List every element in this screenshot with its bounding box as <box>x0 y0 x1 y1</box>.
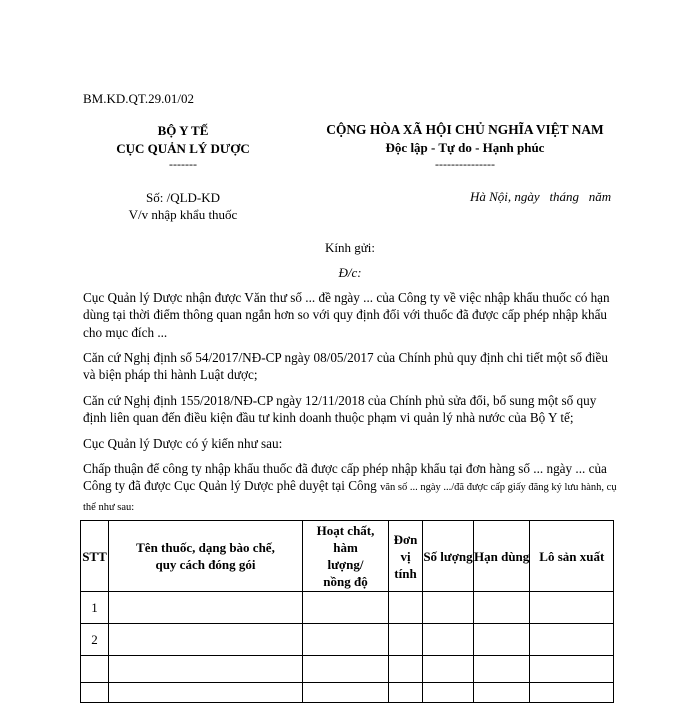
agency-name: CỤC QUẢN LÝ DƯỢC <box>116 141 250 156</box>
national-motto: Độc lập - Tự do - Hạnh phúc <box>385 140 545 155</box>
paragraph-approval <box>83 460 618 516</box>
table-cell[interactable] <box>474 656 530 683</box>
approval-small-text: văn số ... ngày .../đã được cấp giấy đăng ký lưu hành, cụ thể như sau: <box>83 482 617 513</box>
header-lot: Lô sản xuất <box>530 521 614 592</box>
table-cell[interactable] <box>423 624 474 656</box>
row-number: 2 <box>81 624 109 656</box>
table-cell[interactable] <box>389 656 423 683</box>
header-name: Tên thuốc, dạng bào chế, quy cách đóng gói <box>109 521 303 592</box>
paragraph-decree-155: Căn cứ Nghị định 155/2018/NĐ-CP ngày 12/11/2018 của Chính phủ sửa đổi, bổ sung một số quy định liên quan đến điều kiện đầu tư kinh doanh thuộc phạm vi quản lý nhà nước của Bộ Y tế; <box>83 393 597 426</box>
header-stt: STT <box>81 521 109 592</box>
table-cell[interactable] <box>303 592 389 624</box>
recipient: Đ/c: <box>338 265 362 280</box>
table-cell[interactable] <box>109 656 303 683</box>
header-expiry: Hạn dùng <box>474 521 530 592</box>
table-cell[interactable] <box>423 592 474 624</box>
salutation: Kính gửi: <box>324 240 376 255</box>
table-cell[interactable] <box>474 624 530 656</box>
paragraph-intro: Cục Quản lý Dược nhận được Văn thư số ... đề ngày ... của Công ty về việc nhập khẩu thuốc có hạn dùng tại thời điểm thông quan ngắn hơn so với quy định đối với thuốc đã được cấp phép nhập khẩu cho mục đích ... <box>83 290 610 340</box>
table-cell[interactable] <box>109 592 303 624</box>
header-quantity: Số lượng <box>423 521 474 592</box>
row-number <box>81 656 109 683</box>
table-cell[interactable] <box>530 592 614 624</box>
table-row <box>81 624 614 656</box>
paragraph-decree-54: Căn cứ Nghị định số 54/2017/NĐ-CP ngày 08/05/2017 của Chính phủ quy định chi tiết một số điều và biện pháp thi hành Luật dược; <box>83 350 608 383</box>
table-cell[interactable] <box>423 656 474 683</box>
table-cell[interactable] <box>474 592 530 624</box>
header-ingredient: Hoạt chất, hàm lượng/ nồng độ <box>303 521 389 592</box>
right-divider: --------------- <box>435 157 495 171</box>
table-row <box>81 656 614 683</box>
ministry-name: BỘ Y TẾ <box>157 123 209 138</box>
republic-title: CỘNG HÒA XÃ HỘI CHỦ NGHĨA VIỆT NAM <box>326 122 604 137</box>
table-cell[interactable] <box>530 624 614 656</box>
table-header-row <box>81 521 614 592</box>
table-cell[interactable] <box>303 624 389 656</box>
table-cell[interactable] <box>530 656 614 683</box>
document-number: Số: /QLD-KD <box>145 190 221 205</box>
table-cell[interactable] <box>303 656 389 683</box>
approval-main-text: Chấp thuận để công ty nhập khẩu thuốc đã được cấp phép nhập khẩu tại đơn hàng số ... ngày ... của Công ty đã được Cục Quản lý Dược phê duyệt tại Công <box>83 461 607 494</box>
paragraph-opinion: Cục Quản lý Dược có ý kiến như sau: <box>83 436 283 451</box>
left-divider: ------- <box>169 157 197 171</box>
header-unit: Đơn vị tính <box>389 521 423 592</box>
table-cell[interactable] <box>389 624 423 656</box>
document-subject: V/v nhập khẩu thuốc <box>128 207 238 222</box>
place-date: Hà Nội, ngày tháng năm <box>470 189 612 204</box>
table-row <box>81 592 614 624</box>
form-code: BM.KD.QT.29.01/02 <box>83 91 194 106</box>
table-cell[interactable] <box>389 592 423 624</box>
row-number: 1 <box>81 592 109 624</box>
product-table <box>80 520 614 703</box>
table-cell[interactable] <box>109 624 303 656</box>
